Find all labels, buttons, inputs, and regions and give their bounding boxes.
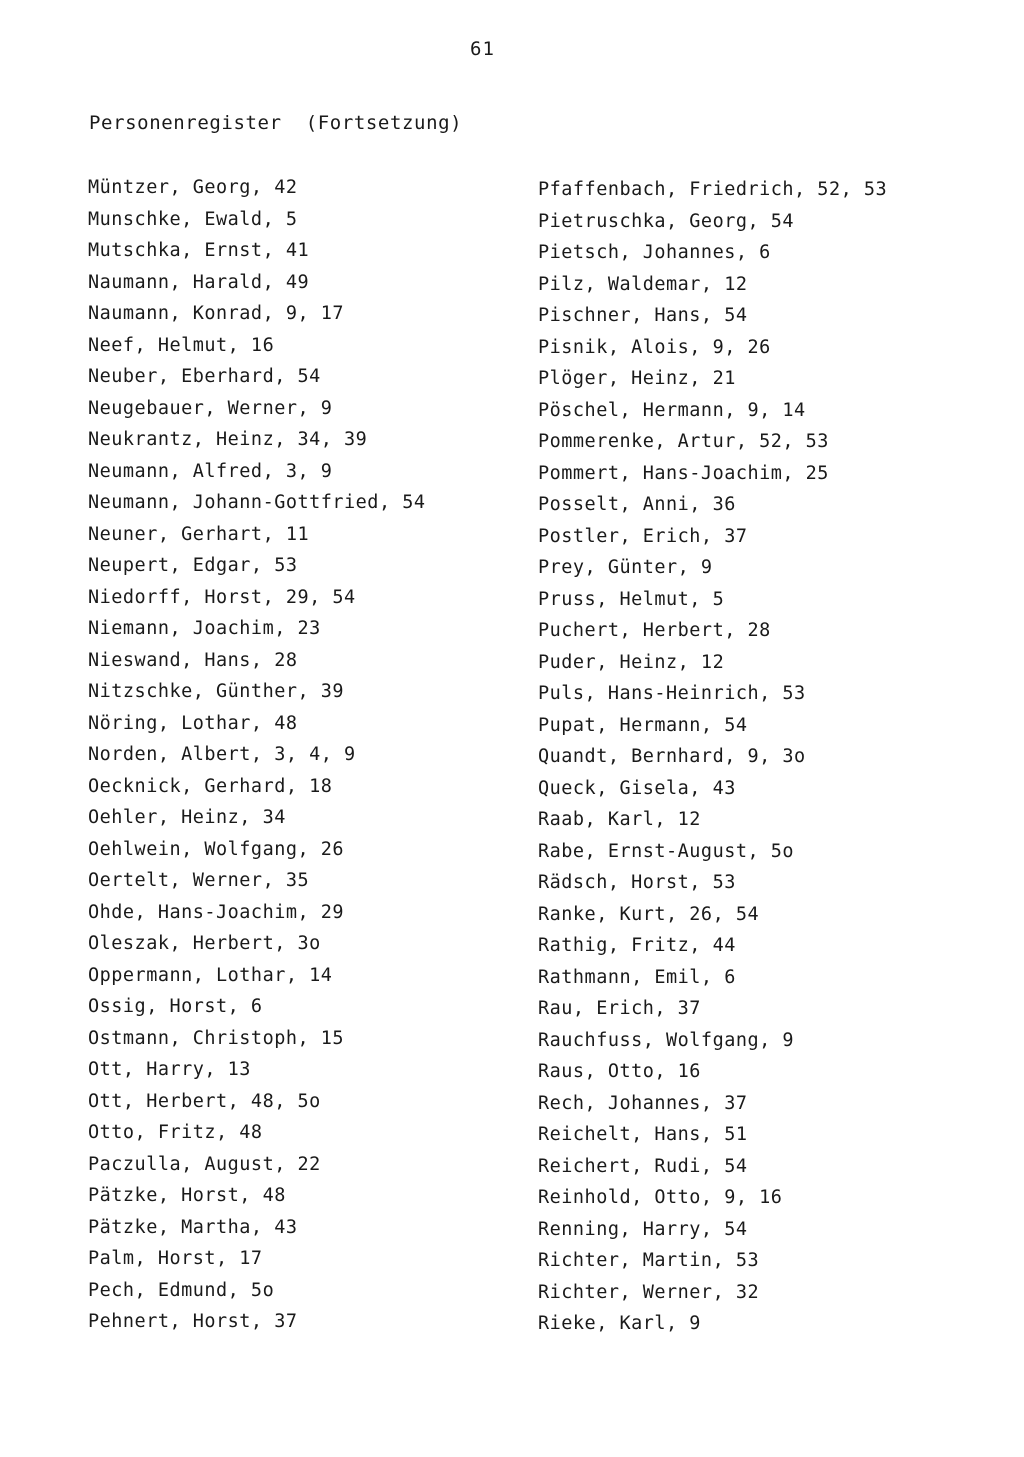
index-entry: Nitzschke, Günther, 39	[88, 681, 345, 702]
index-entry: Plöger, Heinz, 21	[538, 368, 736, 389]
index-entry: Ott, Herbert, 48, 5o	[88, 1090, 321, 1112]
index-entry: Rieke, Karl, 9	[538, 1313, 701, 1334]
index-entry: Nöring, Lothar, 48	[88, 712, 298, 734]
page-heading: Personenregister (Fortsetzung)	[89, 112, 463, 134]
index-entry: Naumann, Konrad, 9, 17	[88, 303, 345, 324]
index-entry: Rau, Erich, 37	[538, 998, 701, 1019]
index-entry: Pommert, Hans-Joachim, 25	[538, 462, 829, 484]
index-entry: Queck, Gisela, 43	[538, 777, 736, 799]
index-entry: Oecknick, Gerhard, 18	[88, 775, 333, 797]
index-column-right	[538, 172, 887, 1338]
index-entry: Otto, Fritz, 48	[88, 1122, 263, 1143]
index-entry: Renning, Harry, 54	[538, 1218, 748, 1240]
index-entry: Oehler, Heinz, 34	[88, 807, 286, 828]
index-entry: Rathig, Fritz, 44	[538, 935, 736, 956]
index-entry: Rauchfuss, Wolfgang, 9	[538, 1029, 795, 1051]
index-entry: Raus, Otto, 16	[538, 1061, 701, 1082]
index-entry: Oertelt, Werner, 35	[88, 870, 310, 891]
index-entry: Niemann, Joachim, 23	[88, 618, 321, 639]
index-entry: Neuber, Eberhard, 54	[88, 366, 321, 387]
index-entry: Pätzke, Horst, 48	[88, 1185, 286, 1206]
index-entry: Rech, Johannes, 37	[538, 1092, 748, 1114]
index-entry: Pätzke, Martha, 43	[88, 1216, 298, 1238]
index-entry: Ossig, Horst, 6	[88, 996, 263, 1017]
index-entry: Palm, Horst, 17	[88, 1248, 263, 1269]
index-entry: Rabe, Ernst-August, 5o	[538, 840, 795, 862]
index-entry: Ohde, Hans-Joachim, 29	[88, 901, 345, 923]
index-entry: Reichelt, Hans, 51	[538, 1124, 748, 1145]
index-entry: Pietsch, Johannes, 6	[538, 242, 771, 263]
index-entry: Ott, Harry, 13	[88, 1059, 251, 1080]
index-entry: Pruss, Helmut, 5	[538, 588, 725, 610]
index-entry: Rathmann, Emil, 6	[538, 966, 736, 988]
index-entry: Posselt, Anni, 36	[538, 494, 736, 515]
index-entry: Richter, Werner, 32	[538, 1281, 760, 1303]
index-entry: Oleszak, Herbert, 3o	[88, 933, 321, 954]
index-entry: Neukrantz, Heinz, 34, 39	[88, 429, 368, 450]
index-entry: Norden, Albert, 3, 4, 9	[88, 744, 356, 765]
index-entry: Pehnert, Horst, 37	[88, 1311, 298, 1332]
index-entry: Prey, Günter, 9	[538, 557, 713, 578]
index-entry: Reichert, Rudi, 54	[538, 1155, 748, 1177]
index-entry: Neumann, Alfred, 3, 9	[88, 460, 333, 482]
index-entry: Pech, Edmund, 5o	[88, 1279, 275, 1301]
index-entry: Puchert, Herbert, 28	[538, 620, 771, 641]
index-entry: Ostmann, Christoph, 15	[88, 1027, 345, 1049]
index-entry: Pfaffenbach, Friedrich, 52, 53	[538, 179, 888, 200]
index-entry: Puder, Heinz, 12	[538, 651, 725, 673]
index-entry: Nieswand, Hans, 28	[88, 649, 298, 671]
index-entry: Neugebauer, Werner, 9	[88, 397, 333, 419]
page-number: 61	[470, 38, 495, 60]
index-entry: Pischner, Hans, 54	[538, 305, 748, 326]
index-entry: Pilz, Waldemar, 12	[538, 273, 748, 295]
index-entry: Rädsch, Horst, 53	[538, 872, 736, 893]
index-entry: Oppermann, Lothar, 14	[88, 964, 333, 986]
index-entry: Pietruschka, Georg, 54	[538, 210, 795, 232]
index-entry: Paczulla, August, 22	[88, 1153, 321, 1175]
index-column-left	[88, 172, 426, 1338]
index-entry: Ranke, Kurt, 26, 54	[538, 903, 760, 925]
index-entry: Niedorff, Horst, 29, 54	[88, 586, 356, 608]
index-entry: Pupat, Hermann, 54	[538, 714, 748, 736]
index-entry: Naumann, Harald, 49	[88, 271, 310, 293]
index-entry: Richter, Martin, 53	[538, 1250, 760, 1271]
index-entry: Quandt, Bernhard, 9, 3o	[538, 746, 806, 767]
index-entry: Müntzer, Georg, 42	[88, 177, 298, 198]
index-entry: Neuner, Gerhart, 11	[88, 523, 310, 545]
index-entry: Postler, Erich, 37	[538, 525, 748, 547]
index-entry: Neupert, Edgar, 53	[88, 555, 298, 576]
index-entry: Neumann, Johann-Gottfried, 54	[88, 492, 426, 513]
index-entry: Mutschka, Ernst, 41	[88, 240, 310, 261]
index-entry: Puls, Hans-Heinrich, 53	[538, 683, 806, 704]
index-entry: Reinhold, Otto, 9, 16	[538, 1187, 783, 1208]
index-entry: Oehlwein, Wolfgang, 26	[88, 838, 345, 860]
index-entry: Raab, Karl, 12	[538, 809, 701, 830]
index-entry: Pommerenke, Artur, 52, 53	[538, 431, 829, 452]
index-entry: Neef, Helmut, 16	[88, 334, 275, 356]
index-entry: Pisnik, Alois, 9, 26	[538, 336, 771, 358]
index-entry: Munschke, Ewald, 5	[88, 208, 298, 230]
index-entry: Pöschel, Hermann, 9, 14	[538, 399, 806, 421]
